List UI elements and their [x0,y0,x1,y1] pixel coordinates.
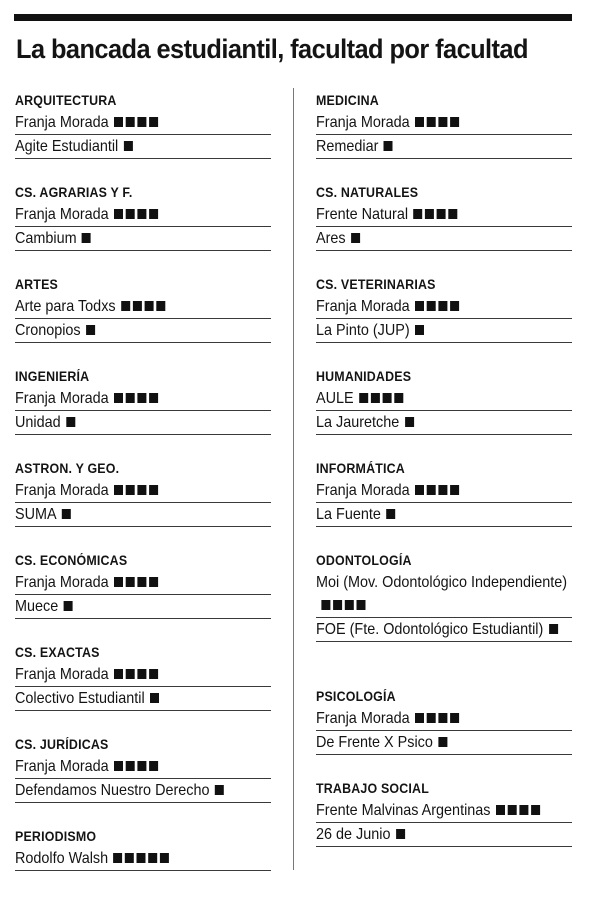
seat-squares [316,594,366,617]
faculty-title: ARTES [15,277,59,292]
seat-squares [109,571,159,594]
seat-squares [378,135,392,158]
party-row [15,135,271,159]
party-name: Cronopios [15,322,81,339]
party-name: Moi (Mov. Odontológico Independiente) [316,574,568,591]
party-row [15,687,271,711]
faculty-title: CS. JURÍDICAS [15,737,109,752]
seat-square-icon [137,393,146,403]
seat-square-icon [415,713,424,723]
seat-square-icon [450,713,459,723]
seat-squares [77,227,91,250]
seat-square-icon [437,209,446,219]
seat-square-icon [124,141,133,151]
party-row [316,111,572,135]
party-row [316,503,572,527]
party-row [15,571,271,595]
party-name: Rodolfo Walsh [15,850,109,867]
party-name: De Frente X Psico [316,734,433,751]
seat-square-icon [396,829,405,839]
party-name: Franja Morada [316,710,410,727]
party-name: Franja Morada [15,666,109,683]
seat-square-icon [357,600,366,610]
seat-squares [109,111,159,134]
party-row [15,847,271,871]
seat-square-icon [114,393,123,403]
faculty-psicologia [316,686,572,778]
faculty-ingenieria [15,366,271,458]
seat-square-icon [386,509,395,519]
seat-squares [109,203,159,226]
seat-square-icon [149,485,158,495]
party-row [15,111,271,135]
seat-squares [410,479,460,502]
party-row [316,571,572,618]
seat-square-icon [415,485,424,495]
party-row [316,799,572,823]
seat-square-icon [450,117,459,127]
seat-square-icon [438,713,447,723]
seat-square-icon [150,693,159,703]
faculty-title: MEDICINA [316,93,379,108]
seat-square-icon [62,509,71,519]
party-row [316,135,572,159]
party-name: FOE (Fte. Odontológico Estudiantil) [316,621,544,638]
faculty-title: TRABAJO SOCIAL [316,781,429,796]
party-name: Colectivo Estudiantil [15,690,145,707]
seat-square-icon [496,805,505,815]
faculty-humanidades [316,366,572,458]
seat-square-icon [126,577,135,587]
party-row [316,479,572,503]
faculty-cs-exactas [15,642,271,734]
faculty-title: PERIODISMO [15,829,97,844]
seat-square-icon [126,393,135,403]
seat-square-icon [149,853,158,863]
faculty-astron-y-geo [15,458,271,550]
party-row [15,479,271,503]
seat-square-icon [149,209,158,219]
seat-square-icon [137,117,146,127]
party-name: Muece [15,598,59,615]
seat-squares [408,203,458,226]
seat-squares [116,295,166,318]
party-row [15,755,271,779]
seat-square-icon [427,713,436,723]
seat-square-icon [144,301,153,311]
party-name: 26 de Junio [316,826,391,843]
seat-squares [109,663,159,686]
seat-square-icon [114,485,123,495]
faculty-title: CS. AGRARIAS Y F. [15,185,133,200]
seat-square-icon [137,761,146,771]
seat-squares [61,411,75,434]
seat-square-icon [66,417,75,427]
party-name: La Pinto (JUP) [316,322,410,339]
faculty-cs-agrarias-y-f [15,182,271,274]
party-name: SUMA [15,506,57,523]
seat-square-icon [351,233,360,243]
seat-square-icon [438,737,447,747]
seat-square-icon [438,485,447,495]
party-row [15,663,271,687]
seat-square-icon [149,669,158,679]
seat-square-icon [508,805,517,815]
seat-square-icon [427,117,436,127]
faculty-title: INFORMÁTICA [316,461,405,476]
seat-squares [109,755,159,778]
party-row [15,319,271,343]
party-row [15,503,271,527]
party-row [316,707,572,731]
seat-square-icon [215,785,224,795]
seat-square-icon [126,209,135,219]
seat-square-icon [405,417,414,427]
party-name: Franja Morada [316,482,410,499]
party-name: La Fuente [316,506,381,523]
seat-squares [410,707,460,730]
seat-square-icon [438,301,447,311]
party-name: Frente Natural [316,206,409,223]
seat-square-icon [359,393,368,403]
faculty-title: CS. NATURALES [316,185,419,200]
party-row [316,203,572,227]
faculty-title: ASTRON. Y GEO. [15,461,120,476]
seat-square-icon [137,577,146,587]
seat-square-icon [64,601,73,611]
faculty-title: INGENIERÍA [15,369,90,384]
party-row [15,411,271,435]
seat-square-icon [384,141,393,151]
faculty-odontologia [316,550,572,686]
seat-squares [108,847,169,870]
seat-square-icon [126,669,135,679]
party-name: Franja Morada [15,390,109,407]
seat-square-icon [449,209,458,219]
seat-square-icon [149,761,158,771]
party-name: Remediar [316,138,379,155]
seat-square-icon [137,853,146,863]
seat-square-icon [394,393,403,403]
seat-square-icon [450,485,459,495]
faculty-cs-naturales [316,182,572,274]
seat-squares [109,479,159,502]
seat-square-icon [137,669,146,679]
seat-square-icon [531,805,540,815]
faculty-informatica [316,458,572,550]
party-row [15,387,271,411]
seat-square-icon [149,117,158,127]
seat-square-icon [114,117,123,127]
party-name: Frente Malvinas Argentinas [316,802,491,819]
top-rule [14,14,572,21]
seat-squares [490,799,540,822]
seat-square-icon [114,853,123,863]
seat-square-icon [137,209,146,219]
seat-square-icon [413,209,422,219]
seat-square-icon [415,117,424,127]
party-row [316,387,572,411]
seat-square-icon [133,301,142,311]
party-row [316,823,572,847]
seat-square-icon [82,233,91,243]
seat-squares [399,411,413,434]
seat-square-icon [427,485,436,495]
party-row [15,295,271,319]
faculty-trabajo-social [316,778,572,870]
faculty-cs-juridicas [15,734,271,826]
party-name: Franja Morada [316,114,410,131]
party-name: Franja Morada [316,298,410,315]
seat-squares [381,503,395,526]
seat-squares [433,731,447,754]
party-name: Arte para Todxs [15,298,116,315]
seat-squares [410,295,460,318]
party-row [316,731,572,755]
seat-squares [118,135,132,158]
faculty-title: CS. VETERINARIAS [316,277,436,292]
seat-square-icon [149,577,158,587]
seat-square-icon [114,761,123,771]
party-name: Franja Morada [15,114,109,131]
seat-squares [57,503,71,526]
party-row [316,411,572,435]
party-name: Franja Morada [15,206,109,223]
faculty-cs-economicas [15,550,271,642]
faculty-title: CS. ECONÓMICAS [15,553,128,568]
seat-square-icon [137,485,146,495]
seat-squares [346,227,360,250]
party-name: Franja Morada [15,574,109,591]
party-row [316,319,572,343]
seat-square-icon [519,805,528,815]
seat-square-icon [126,485,135,495]
faculty-title: ODONTOLOGÍA [316,553,412,568]
seat-square-icon [126,761,135,771]
party-name: Unidad [15,414,61,431]
seat-square-icon [149,393,158,403]
seat-squares [390,823,404,846]
seat-square-icon [415,325,424,335]
seat-square-icon [450,301,459,311]
faculty-medicina [316,90,572,182]
party-row [15,779,271,803]
seat-squares [145,687,159,710]
party-row [316,295,572,319]
seat-square-icon [114,577,123,587]
party-row [15,227,271,251]
seat-square-icon [125,853,134,863]
seat-square-icon [425,209,434,219]
faculty-arquitectura [15,90,271,182]
seat-square-icon [126,117,135,127]
faculty-artes [15,274,271,366]
seat-squares [410,111,460,134]
left-column [15,90,271,918]
seat-square-icon [415,301,424,311]
party-row [316,227,572,251]
party-row [316,618,572,642]
seat-square-icon [427,301,436,311]
faculty-cs-veterinarias [316,274,572,366]
seat-square-icon [345,600,354,610]
faculty-title: ARQUITECTURA [15,93,117,108]
page-title: La bancada estudiantil, facultad por facultad [16,34,528,64]
seat-square-icon [438,117,447,127]
seat-squares [58,595,72,618]
party-name: Franja Morada [15,758,109,775]
party-name: Franja Morada [15,482,109,499]
seat-squares [81,319,95,342]
party-name: Agite Estudiantil [15,138,119,155]
seat-square-icon [371,393,380,403]
party-name: La Jauretche [316,414,400,431]
seat-squares [543,618,557,641]
seat-square-icon [333,600,342,610]
seat-square-icon [86,325,95,335]
seat-square-icon [114,669,123,679]
party-row [15,595,271,619]
faculty-title: PSICOLOGÍA [316,689,396,704]
faculty-periodismo [15,826,271,918]
seat-square-icon [160,853,169,863]
seat-square-icon [382,393,391,403]
party-row [15,203,271,227]
seat-square-icon [549,624,558,634]
seat-squares [354,387,404,410]
column-divider [293,88,294,870]
seat-square-icon [121,301,130,311]
party-name: AULE [316,390,354,407]
faculty-title: HUMANIDADES [316,369,412,384]
seat-squares [209,779,223,802]
faculty-title: CS. EXACTAS [15,645,100,660]
right-column [316,90,572,870]
seat-square-icon [156,301,165,311]
party-name: Ares [316,230,346,247]
seat-squares [109,387,159,410]
seat-squares [410,319,424,342]
seat-square-icon [114,209,123,219]
seat-square-icon [321,600,330,610]
party-name: Defendamos Nuestro Derecho [15,782,210,799]
party-name: Cambium [15,230,77,247]
